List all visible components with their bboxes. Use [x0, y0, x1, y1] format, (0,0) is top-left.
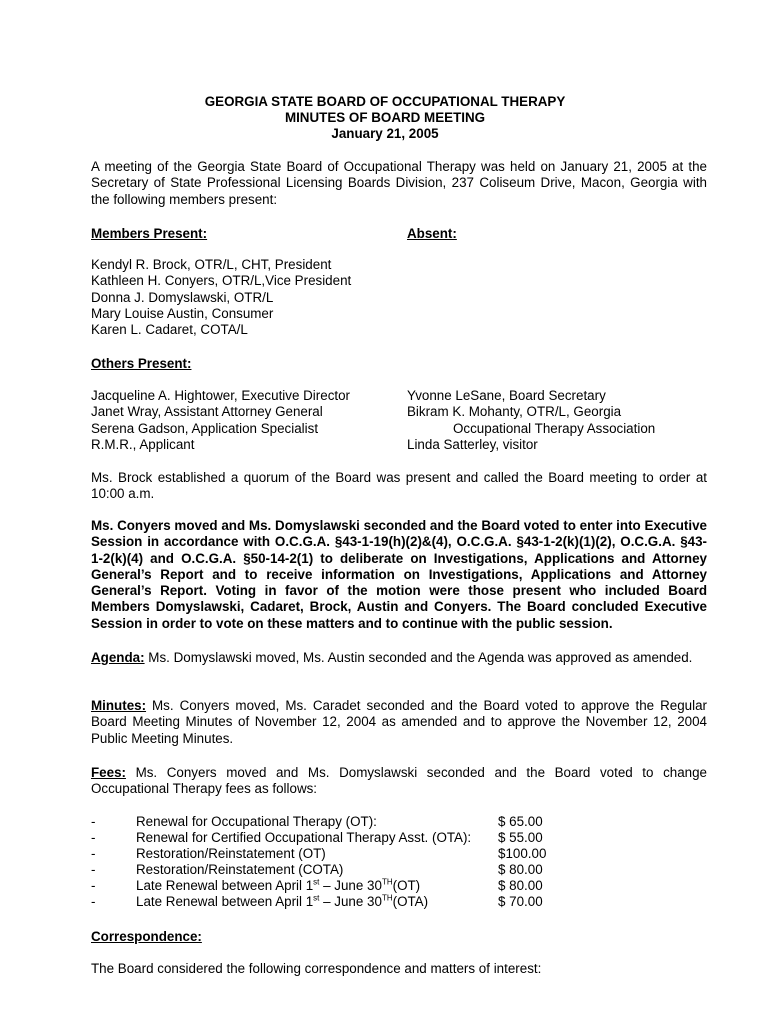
fee-label-part: – June 30 — [319, 878, 382, 893]
member-name: Donna J. Domyslawski, OTR/L — [91, 289, 274, 305]
fee-label-part: Late Renewal between April 1 — [136, 894, 314, 909]
meeting-date: January 21, 2005 — [331, 126, 439, 141]
attendee-name: Linda Satterley, visitor — [407, 436, 538, 452]
fee-label: Restoration/Reinstatement (COTA) — [136, 862, 344, 877]
fee-amount: $ 80.00 — [498, 862, 543, 877]
fee-row — [91, 862, 551, 878]
fees-text: Ms. Conyers moved and Ms. Domyslawski seconded and the Board voted to change Occupational Therapy fees as follows: — [91, 765, 707, 797]
fee-amount: $ 65.00 — [498, 814, 543, 829]
document-subtitle: MINUTES OF BOARD MEETING — [284, 110, 486, 125]
fee-label-part: Late Renewal between April 1 — [136, 878, 314, 893]
member-name: Mary Louise Austin, Consumer — [91, 305, 274, 321]
member-name: Kendyl R. Brock, OTR/L, CHT, President — [91, 257, 332, 272]
fee-row — [91, 846, 551, 862]
fee-amount: $ 55.00 — [498, 830, 543, 845]
intro-paragraph: A meeting of the Georgia State Board of Occupational Therapy was held on January 21, 2005 at the Secretary of State Professional Licensing Boards Division, 237 Coliseum Drive, Macon, Georgia with the following members present: — [91, 159, 707, 207]
minutes-paragraph — [91, 698, 707, 747]
others-present-left-list — [91, 388, 350, 453]
fee-amount: $100.00 — [498, 846, 547, 861]
agenda-label: Agenda: — [91, 650, 145, 665]
members-present-list — [91, 257, 351, 338]
fee-amount: $ 70.00 — [498, 894, 543, 909]
list-dash: - — [91, 830, 96, 845]
attendee-name: Jacqueline A. Hightower, Executive Director — [91, 388, 351, 403]
members-present-heading: Members Present: — [91, 226, 208, 241]
fee-label-part: (OTA) — [392, 894, 429, 909]
attendee-name: Janet Wray, Assistant Attorney General — [91, 404, 323, 420]
fee-label: Restoration/Reinstatement (OT) — [136, 846, 326, 861]
fee-label: Renewal for Occupational Therapy (OT): — [136, 814, 377, 829]
attendee-name: Serena Gadson, Application Specialist — [91, 420, 319, 436]
minutes-label: Minutes: — [91, 698, 147, 713]
fee-label — [136, 878, 420, 894]
fee-label — [136, 894, 428, 910]
attendee-name: Yvonne LeSane, Board Secretary — [407, 388, 606, 403]
fee-label: Renewal for Certified Occupational Therapy Asst. (OTA): — [136, 830, 472, 845]
fee-label-part: – June 30 — [319, 894, 382, 909]
member-name: Karen L. Cadaret, COTA/L — [91, 322, 248, 338]
absent-heading: Absent: — [407, 226, 457, 241]
fees-label: Fees: — [91, 765, 126, 780]
others-present-heading: Others Present: — [91, 356, 192, 371]
fee-row — [91, 814, 551, 830]
superscript: st — [313, 893, 320, 903]
others-present-right-list — [407, 388, 655, 453]
attendee-name: Bikram K. Mohanty, OTR/L, Georgia — [407, 404, 622, 420]
agenda-text: Ms. Domyslawski moved, Ms. Austin seconded and the Agenda was approved as amended. — [144, 650, 693, 665]
superscript: TH — [381, 877, 393, 887]
attendee-organization: Occupational Therapy Association — [453, 420, 656, 436]
quorum-paragraph: Ms. Brock established a quorum of the Board was present and called the Board meeting to order at 10:00 a.m. — [91, 470, 707, 502]
member-name: Kathleen H. Conyers, OTR/L,Vice President — [91, 273, 352, 289]
fee-row — [91, 878, 551, 894]
correspondence-paragraph: The Board considered the following correspondence and matters of interest: — [91, 961, 542, 976]
list-dash: - — [91, 814, 96, 829]
attendee-name: R.M.R., Applicant — [91, 436, 195, 452]
list-dash: - — [91, 846, 96, 861]
superscript: st — [313, 877, 320, 887]
list-dash: - — [91, 862, 96, 877]
fee-row — [91, 830, 551, 846]
list-dash: - — [91, 894, 96, 909]
superscript: TH — [381, 893, 393, 903]
correspondence-heading: Correspondence: — [91, 929, 202, 944]
executive-session-paragraph: Ms. Conyers moved and Ms. Domyslawski seconded and the Board voted to enter into Executive Session in accordance with O.C.G.A. §43-1-19(h)(2)&(4), O.C.G.A. §43-1-2(k)(1)(2), O.C.G.A. §43-1-2(k)(4) and O.C.G.A. §50-14-2(1) to deliberate on Investigations, Applications and Attorney General’s Report and to receive information on Investigations, Applications and Attorney General’s Report. Voting in favor of the motion were those present who included Board Members Domyslawski, Cadaret, Brock, Austin and Conyers. The Board concluded Executive Session in order to vote on these matters and to continue with the public session. — [91, 518, 707, 631]
fees-paragraph — [91, 765, 707, 798]
list-dash: - — [91, 878, 96, 893]
fee-label-part: (OT) — [392, 878, 421, 893]
fee-row — [91, 894, 551, 910]
minutes-text: Ms. Conyers moved, Ms. Caradet seconded and the Board voted to approve the Regular Board Meeting Minutes of November 12, 2004 as amended and to approve the November 12, 2004 Public Meeting Minutes. — [91, 698, 707, 746]
fee-amount: $ 80.00 — [498, 878, 543, 893]
agenda-paragraph — [91, 650, 707, 666]
document-title: GEORGIA STATE BOARD OF OCCUPATIONAL THERAPY — [204, 94, 566, 109]
